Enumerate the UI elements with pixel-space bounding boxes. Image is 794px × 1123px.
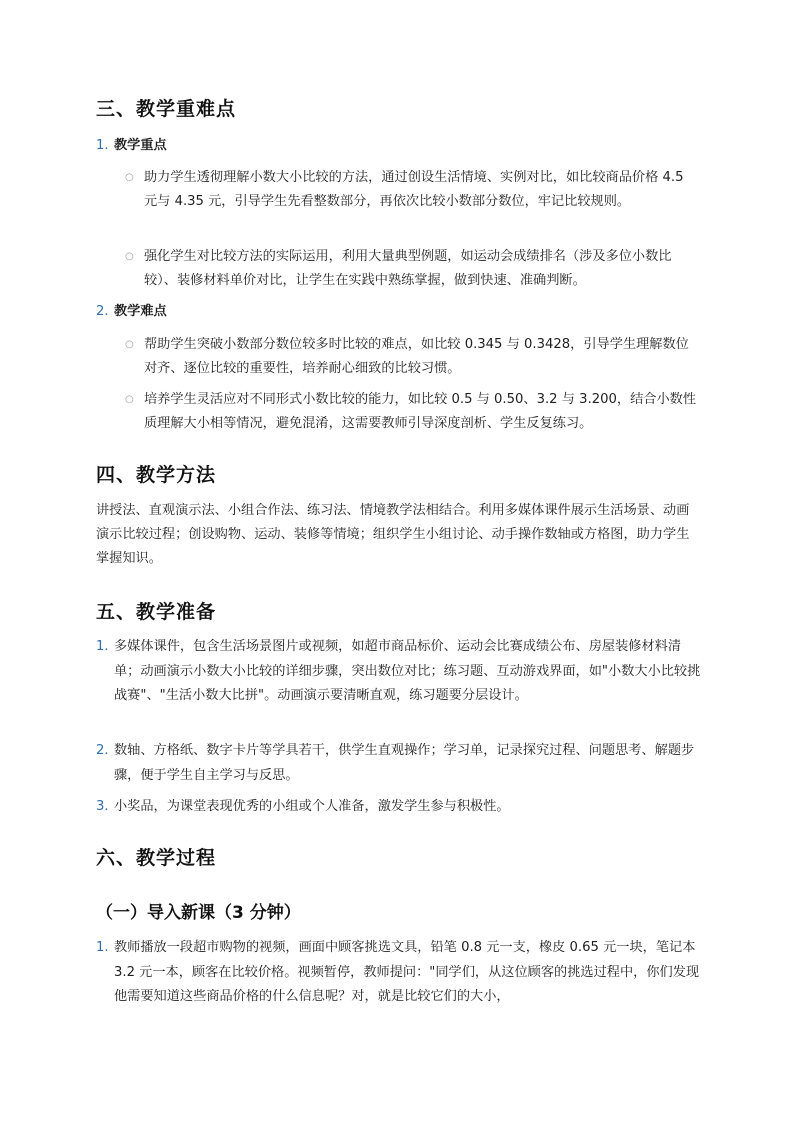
section-4-paragraph: 讲授法、直观演示法、小组合作法、练习法、情境教学法相结合。利用多媒体课件展示生活场景、动画演示比较过程；创设购物、运动、装修等情境；组织学生小组讨论、动手操作数轴或方格图，助力学生掌握知识。 <box>96 503 690 566</box>
bullet-text: 帮助学生突破小数部分数位较多时比较的难点，如比较 0.345 与 0.3428，引导学生理解数位对齐、逐位比较的重要性，培养耐心细致的比较习惯。 <box>144 337 689 376</box>
bullet-item <box>125 388 700 436</box>
list-number: 2. <box>96 743 109 758</box>
list-item <box>96 635 702 709</box>
list-item-text: 多媒体课件，包含生活场景图片或视频，如超市商品标价、运动会比赛成绩公布、房屋装修材料清单；动画演示小数大小比较的详细步骤，突出数位对比；练习题、互动游戏界面，如"小数大小比较挑战赛"、"生活小数大比拼"。动画演示要清晰直观，练习题要分层设计。 <box>114 639 701 703</box>
bullet-circle-icon: ○ <box>125 339 134 350</box>
list-item <box>96 739 702 788</box>
bullet-circle-icon: ○ <box>125 172 134 183</box>
subsection-heading: （一）导入新课（3 分钟） <box>96 903 301 923</box>
list-item-label: 教学重点 <box>114 138 167 153</box>
list-number: 1. <box>96 940 109 955</box>
section-5-heading: 五、教学准备 <box>96 601 217 623</box>
bullet-item <box>125 245 700 293</box>
list-item-label: 教学难点 <box>114 304 167 319</box>
list-item-text: 小奖品，为课堂表现优秀的小组或个人准备，激发学生参与积极性。 <box>114 799 510 814</box>
list-number: 1. <box>96 138 109 153</box>
bullet-item <box>125 166 700 214</box>
section-6-heading: 六、教学过程 <box>96 847 217 869</box>
bullet-circle-icon: ○ <box>125 251 134 262</box>
list-number: 3. <box>96 799 109 814</box>
bullet-text: 培养学生灵活应对不同形式小数比较的能力，如比较 0.5 与 0.50、3.2 与 3.200，结合小数性质理解大小相等情况，避免混淆，这需要教师引导深度剖析、学生反复练习。 <box>144 392 697 431</box>
section-3-heading: 三、教学重难点 <box>96 98 237 120</box>
list-item-text: 教师播放一段超市购物的视频，画面中顾客挑选文具，铅笔 0.8 元一支，橡皮 0.65 元一块，笔记本 3.2 元一本，顾客在比较价格。视频暂停，教师提问："同学们，从这位顾客的挑选过程中，你们发现他需要知道这些商品价格的什么信息呢？对，就是比较它们的大小， <box>114 940 700 1004</box>
list-item <box>96 300 702 325</box>
list-item <box>96 936 702 1010</box>
bullet-text: 强化学生对比较方法的实际运用，利用大量典型例题，如运动会成绩排名（涉及多位小数比较）、装修材料单价对比，让学生在实践中熟练掌握，做到快速、准确判断。 <box>144 249 672 288</box>
bullet-text: 助力学生透彻理解小数大小比较的方法，通过创设生活情境、实例对比，如比较商品价格 4.5 元与 4.35 元，引导学生先看整数部分，再依次比较小数部分数位，牢记比较规则。 <box>144 170 684 209</box>
section-4-heading: 四、教学方法 <box>96 464 217 486</box>
list-item-text: 数轴、方格纸、数字卡片等学具若干，供学生直观操作；学习单，记录探究过程、问题思考、解题步骤，便于学生自主学习与反思。 <box>114 743 695 783</box>
list-item <box>96 795 702 820</box>
list-number: 2. <box>96 304 109 319</box>
list-number: 1. <box>96 639 109 654</box>
list-item <box>96 134 702 159</box>
bullet-item <box>125 333 700 381</box>
bullet-circle-icon: ○ <box>125 394 134 405</box>
